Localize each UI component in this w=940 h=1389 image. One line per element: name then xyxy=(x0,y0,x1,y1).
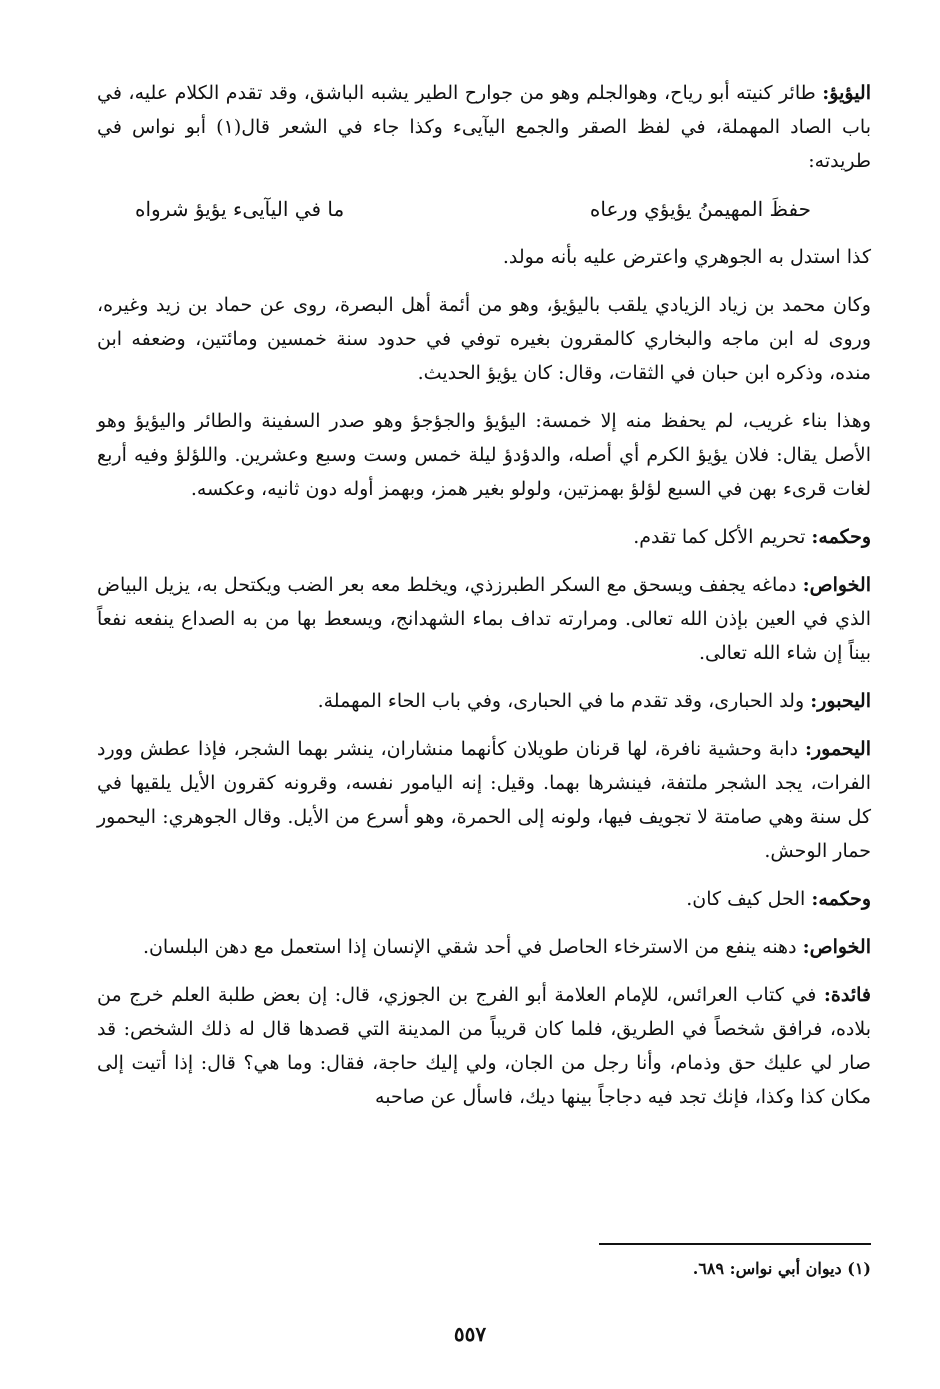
footnote: (١) ديوان أبي نواس: ٦٨٩. xyxy=(692,1259,871,1278)
entry-text: في كتاب العرائس، للإمام العلامة أبو الفرج بن الجوزي، قال: إن بعض طلبة العلم خرج من بلاده، فرافق شخصاً في الطريق، فلما كان قريباً من المدينة التي قصدها قال له ذلك الشخص: قد صار لي عليك حق وذمام، وأنا رجل من الجان، ولي إليك حاجة، فقال: وما هي؟ قال: إذا أتيت إلى مكان كذا وكذا، فإنك تجد فيه دجاجاً بينها ديك، فاسأل عن صاحبه xyxy=(97,984,871,1108)
entry-term: اليؤيؤ: xyxy=(822,82,871,104)
entry-term: فائدة: xyxy=(823,984,871,1006)
verse-hemistich-second: ما في اليآيىء يؤيؤ شرواه xyxy=(135,197,345,221)
entry-text: دابة وحشية نافرة، لها قرنان طويلان كأنهما منشاران، ينشر بهما الشجر، فإذا عطش وورد الفرات، يجد الشجر ملتفة، فينشرها بهما. وقيل: إنه اليامور نفسه، وقرونه كقرون الأيل يلقيها في كل سنة وهي صامتة لا تجويف فيها، ولونه إلى الحمرة، وهو أسرع من الأيل. وقال الجوهري: اليحمور حمار الوحش. xyxy=(97,738,871,862)
paragraph-properties-yuyu xyxy=(97,568,871,670)
paragraph-jawhari xyxy=(97,240,871,274)
entry-text: الحل كيف كان. xyxy=(686,888,812,910)
entry-text: ولد الحبارى، وقد تقدم ما في الحبارى، وفي باب الحاء المهملة. xyxy=(317,690,811,712)
paragraph-benefit xyxy=(97,978,871,1114)
paragraph-muhammad-ziyadi xyxy=(97,288,871,390)
main-text xyxy=(97,76,871,1128)
paragraph-rare-form xyxy=(97,404,871,506)
entry-term: الخواص: xyxy=(802,574,871,596)
entry-text: تحريم الأكل كما تقدم. xyxy=(633,526,812,548)
entry-term: وحكمه: xyxy=(811,888,871,910)
paragraph-yahmur xyxy=(97,732,871,868)
entry-term: الخواص: xyxy=(802,936,871,958)
entry-text: وهذا بناء غريب، لم يحفظ منه إلا خمسة: اليؤيؤ والجؤجؤ وهو صدر السفينة والطائر واليؤيؤ وهو الأصل يقال: فلان يؤيؤ الكرم أي أصله، والدؤدؤ ليلة خمس وست وسبع وعشرين. واللؤلؤ وفيه أربع لغات قرىء بهن في السبع لؤلؤ بهمزتين، ولولو بغير همز، وبهمز أوله دون ثانيه، وعكسه. xyxy=(97,410,871,500)
paragraph-ruling-yahmur xyxy=(97,882,871,916)
page-number: ٥٥٧ xyxy=(453,1322,487,1346)
entry-text: طائر كنيته أبو رياح، وهوالجلم وهو من جوارح الطير يشبه الباشق، وقد تقدم الكلام عليه، في باب الصاد المهملة، في لفظ الصقر والجمع اليآيىء وكذا جاء في الشعر قال(١) أبو نواس في طريدته: xyxy=(97,82,871,172)
paragraph-properties-yahmur xyxy=(97,930,871,964)
entry-text: دهنه ينفع من الاسترخاء الحاصل في أحد شقي الإنسان إذا استعمل مع دهن البلسان. xyxy=(142,936,803,958)
paragraph-yahbur xyxy=(97,684,871,718)
entry-term: اليحمور: xyxy=(804,738,871,760)
entry-text: وكان محمد بن زياد الزيادي يلقب باليؤيؤ، وهو من أئمة أهل البصرة، روى عن حماد بن زيد وغيره، وروى له ابن ماجه والبخاري كالمقرون بغيره توفي في حدود سنة خمسين ومائتين، وضعفه ابن منده، وذكره ابن حبان في الثقات، وقال: كان يؤيؤ الحديث. xyxy=(97,294,871,384)
entry-text: دماغه يجفف ويسحق مع السكر الطبرزذي، ويخلط معه بعر الضب ويكتحل به، يزيل البياض الذي في العين بإذن الله تعالى. ومرارته تداف بماء الشهدانج، ويسعط بها من به الصداع ينفعه نفعاً بيناً إن شاء الله تعالى. xyxy=(97,574,871,664)
entry-term: اليحبور: xyxy=(810,690,871,712)
paragraph-yuyu xyxy=(97,76,871,178)
verse-hemistich-first: حفظَ المهيمنُ يؤيؤي ورعاه xyxy=(589,197,811,221)
entry-text: كذا استدل به الجوهري واعترض عليه بأنه مولد. xyxy=(502,246,871,268)
poetry-verse xyxy=(135,192,811,226)
footnote-divider xyxy=(599,1243,871,1245)
entry-term: وحكمه: xyxy=(811,526,871,548)
paragraph-ruling-yuyu xyxy=(97,520,871,554)
